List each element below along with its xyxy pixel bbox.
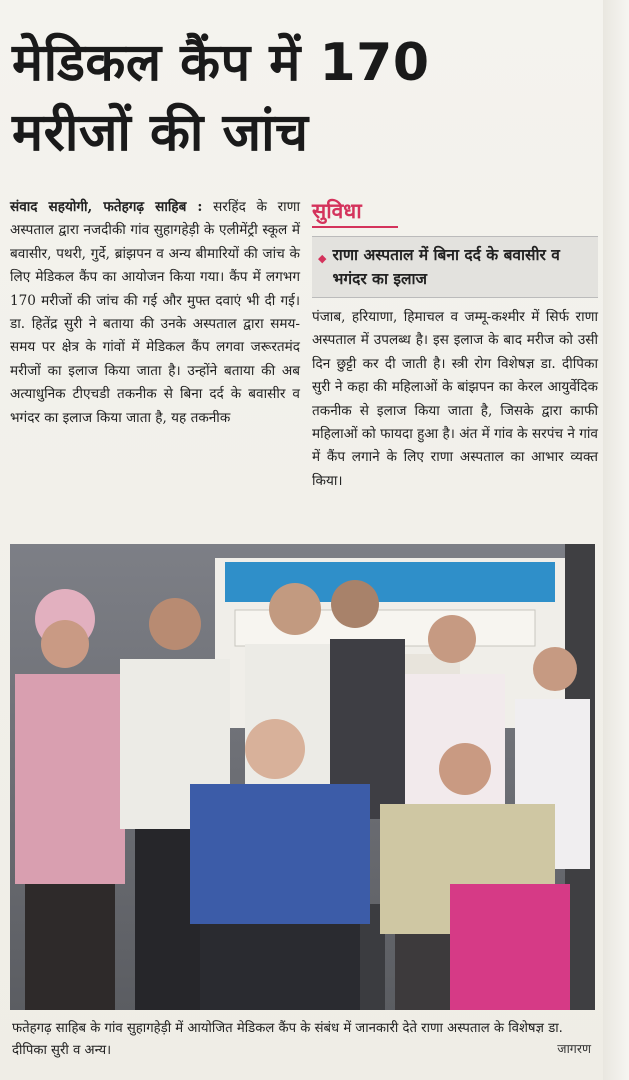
headline	[12, 28, 612, 168]
group-photo-illustration	[10, 544, 595, 1010]
photo-caption: फतेहगढ़ साहिब के गांव सुहागहेड़ी में आयोजित मेडिकल कैंप के संबंध में जानकारी देते राणा अस्पताल के विशेषज्ञ डा. दीपिका सुरी व अन्य।	[12, 1021, 563, 1058]
body-right-text: पंजाब, हरियाणा, हिमाचल व जम्मू-कश्मीर में सिर्फ राणा अस्पताल में उपलब्ध है। इस इलाज के बाद मरीज को उसी दिन छुट्टी कर दी जाती है। स्त्री रोग विशेषज्ञ डा. दीपिका सुरी ने कहा की महिलाओं के बांझपन का केरल आयुर्वेदिक तकनीक से इलाज किया जाता है, जिसके द्वारा काफी महिलाओं को फायदा हुआ है। अंत में गांव के सरपंच ने गांव में कैंप लगाने के लिए राणा अस्पताल का आभार व्यक्त किया।	[312, 309, 598, 489]
headline-line-1: मेडिकल कैंप में 170	[12, 33, 430, 93]
section-tag: सुविधा	[312, 196, 398, 228]
article-right-column	[312, 196, 598, 493]
diamond-bullet-icon: ◆	[318, 252, 327, 265]
photo-credit: जागरण	[557, 1041, 591, 1056]
body-left-text: सरहिंद के राणा अस्पताल द्वारा नजदीकी गांव सुहागहेड़ी के एलीमेंट्री स्कूल में बवासीर, पथरी, गुर्दे, ब्रांझपन व अन्य बीमारियों की जांच के लिए मेडिकल कैंप का आयोजन किया गया। कैंप में लगभग 170 मरीजों की जांच की गई और मुफ्त दवाएं भी दी गई। डा. हितेंद्र सुरी ने बताया की उनके अस्पताल द्वारा समय-समय पर क्षेत्र के गांवों में मेडिकल कैंप लगवा जरूरतमंद मरीजों का इलाज किया जाता है। उन्होंने बताया की अब अत्याधुनिक टीएचडी तकनीक से बिना दर्द के बवासीर व भगंदर का इलाज किया जाता है, यह तकनीक	[10, 199, 300, 426]
subheading-text: राणा अस्पताल में बिना दर्द के बवासीर व भगंदर का इलाज	[332, 246, 560, 288]
dateline: संवाद सहयोगी, फतेहगढ़ साहिब :	[10, 199, 203, 215]
group-photo	[10, 544, 595, 1010]
page-edge	[603, 0, 629, 1080]
headline-line-2: मरीजों की जांच	[12, 103, 309, 163]
article-left-column	[10, 196, 300, 430]
subheading	[312, 236, 598, 298]
